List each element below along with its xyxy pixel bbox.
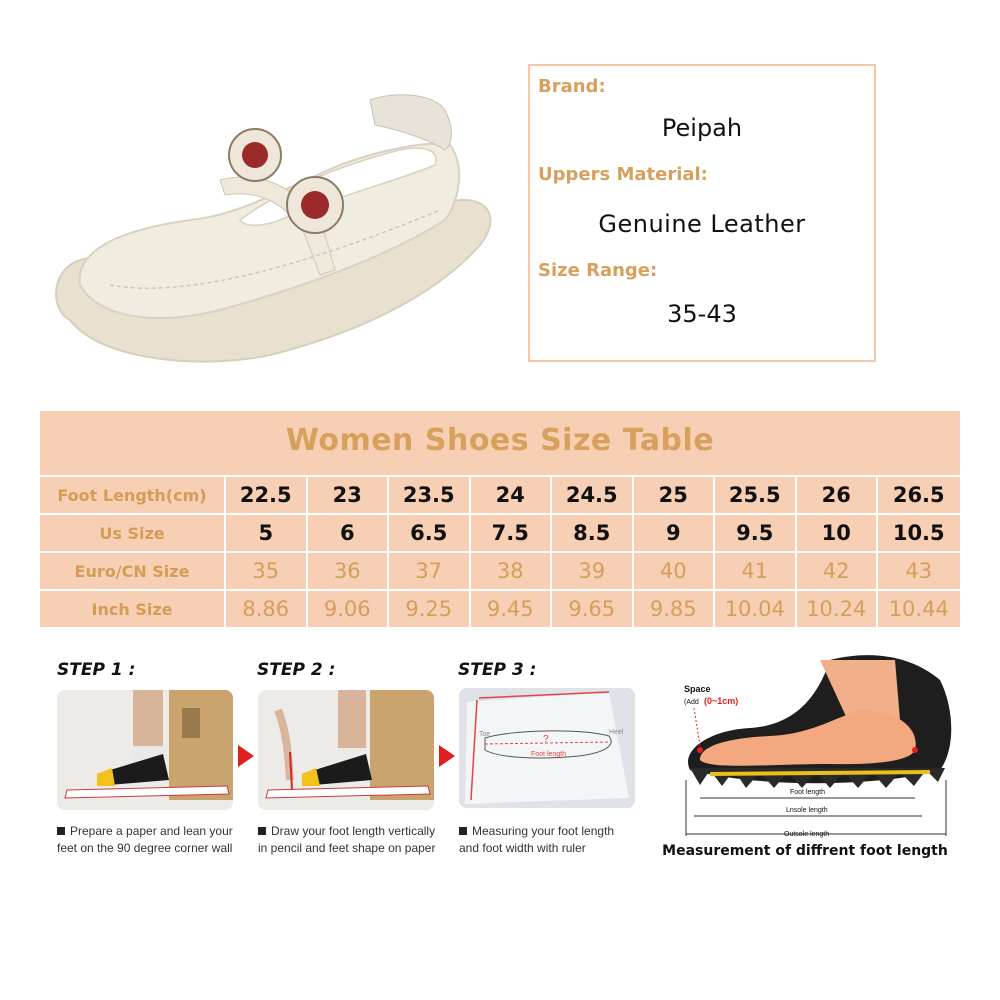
table-cell: 9.25 bbox=[389, 591, 471, 627]
table-row-euro-size bbox=[40, 553, 960, 589]
table-cell: 36 bbox=[308, 553, 390, 589]
size-range-label: Size Range: bbox=[538, 260, 658, 281]
step-3-description: Measuring your foot length and foot width with ruler bbox=[459, 824, 615, 855]
table-cell: 10.5 bbox=[892, 521, 945, 545]
space-sub-label: (Add bbox=[684, 699, 699, 706]
table-cell: 10.04 bbox=[715, 591, 797, 627]
table-cell: 24.5 bbox=[552, 477, 634, 513]
row-header: Inch Size bbox=[40, 591, 226, 627]
step-3-photo bbox=[459, 688, 635, 808]
bullet-icon bbox=[57, 827, 65, 835]
space-label: Space bbox=[684, 684, 711, 694]
table-row-us-size bbox=[40, 515, 960, 551]
size-table bbox=[40, 411, 960, 627]
table-cell: 9.45 bbox=[471, 591, 553, 627]
table-cell: 22.5 bbox=[226, 477, 308, 513]
table-cell: 43 bbox=[905, 559, 933, 583]
step-3-title: STEP 3 : bbox=[458, 660, 537, 680]
bullet-icon bbox=[459, 827, 467, 835]
step-2-description: Draw your foot length vertically in pencil and feet shape on paper bbox=[258, 824, 436, 855]
foot-length-label: Foot length bbox=[790, 789, 826, 796]
table-cell: 42 bbox=[797, 553, 879, 589]
table-cell: 8.86 bbox=[226, 591, 308, 627]
table-cell: 39 bbox=[552, 553, 634, 589]
product-spec-box bbox=[528, 64, 876, 362]
table-cell: 35 bbox=[226, 553, 308, 589]
arrow-right-icon bbox=[437, 745, 457, 767]
arrow-right-icon bbox=[236, 745, 256, 767]
table-cell: 9.85 bbox=[634, 591, 716, 627]
size-table-title: Women Shoes Size Table bbox=[285, 423, 715, 458]
table-cell: 38 bbox=[471, 553, 553, 589]
table-cell: 23.5 bbox=[389, 477, 471, 513]
shoe-photo bbox=[40, 70, 510, 390]
step-1-description: Prepare a paper and lean your feet on the 90 degree corner wall bbox=[57, 824, 233, 855]
table-cell: 10.24 bbox=[797, 591, 879, 627]
step-2-photo bbox=[258, 690, 434, 810]
table-row-foot-length bbox=[40, 477, 960, 513]
table-cell: 5 bbox=[226, 515, 308, 551]
material-label: Uppers Material: bbox=[538, 164, 708, 185]
table-cell: 40 bbox=[634, 553, 716, 589]
brand-label: Brand: bbox=[538, 76, 606, 97]
foot-diagram-caption: Measurement of diffrent foot length bbox=[662, 843, 948, 859]
size-range-value: 35-43 bbox=[667, 300, 737, 328]
table-cell: 9.5 bbox=[715, 515, 797, 551]
table-cell: 26 bbox=[797, 477, 879, 513]
table-row-inch-size bbox=[40, 591, 960, 627]
question-mark-label: ? bbox=[543, 734, 549, 745]
outsole-length-label: Outsole length bbox=[784, 831, 830, 838]
brand-value: Peipah bbox=[661, 114, 743, 142]
space-range-label: (0~1cm) bbox=[704, 696, 739, 706]
table-cell: 8.5 bbox=[552, 515, 634, 551]
row-header: Foot Length(cm) bbox=[40, 477, 226, 513]
table-cell: 37 bbox=[389, 553, 471, 589]
table-cell: 9 bbox=[634, 515, 716, 551]
table-cell: 9.06 bbox=[308, 591, 390, 627]
table-cell: 7.5 bbox=[471, 515, 553, 551]
heel-label: Heel bbox=[609, 729, 624, 736]
table-cell: 25.5 bbox=[715, 477, 797, 513]
table-cell: 10 bbox=[797, 515, 879, 551]
toe-label: Toe bbox=[479, 731, 491, 738]
material-value: Genuine Leather bbox=[598, 210, 806, 238]
foot-length-sketch-label: Foot length bbox=[531, 751, 567, 758]
table-cell: 26.5 bbox=[892, 483, 945, 507]
step-2-title: STEP 2 : bbox=[257, 660, 336, 680]
table-cell: 6 bbox=[308, 515, 390, 551]
step-1-title: STEP 1 : bbox=[57, 660, 136, 680]
bullet-icon bbox=[258, 827, 266, 835]
table-cell: 25 bbox=[634, 477, 716, 513]
step-1-photo bbox=[57, 690, 233, 810]
row-header: Us Size bbox=[40, 515, 226, 551]
table-cell: 23 bbox=[308, 477, 390, 513]
table-cell: 10.44 bbox=[888, 597, 949, 621]
foot-measurement-diagram bbox=[670, 650, 960, 850]
table-cell: 9.65 bbox=[552, 591, 634, 627]
row-header: Euro/CN Size bbox=[40, 553, 226, 589]
table-cell: 6.5 bbox=[389, 515, 471, 551]
insole-length-label: Lnsole length bbox=[786, 807, 828, 814]
table-cell: 24 bbox=[471, 477, 553, 513]
table-cell: 41 bbox=[715, 553, 797, 589]
